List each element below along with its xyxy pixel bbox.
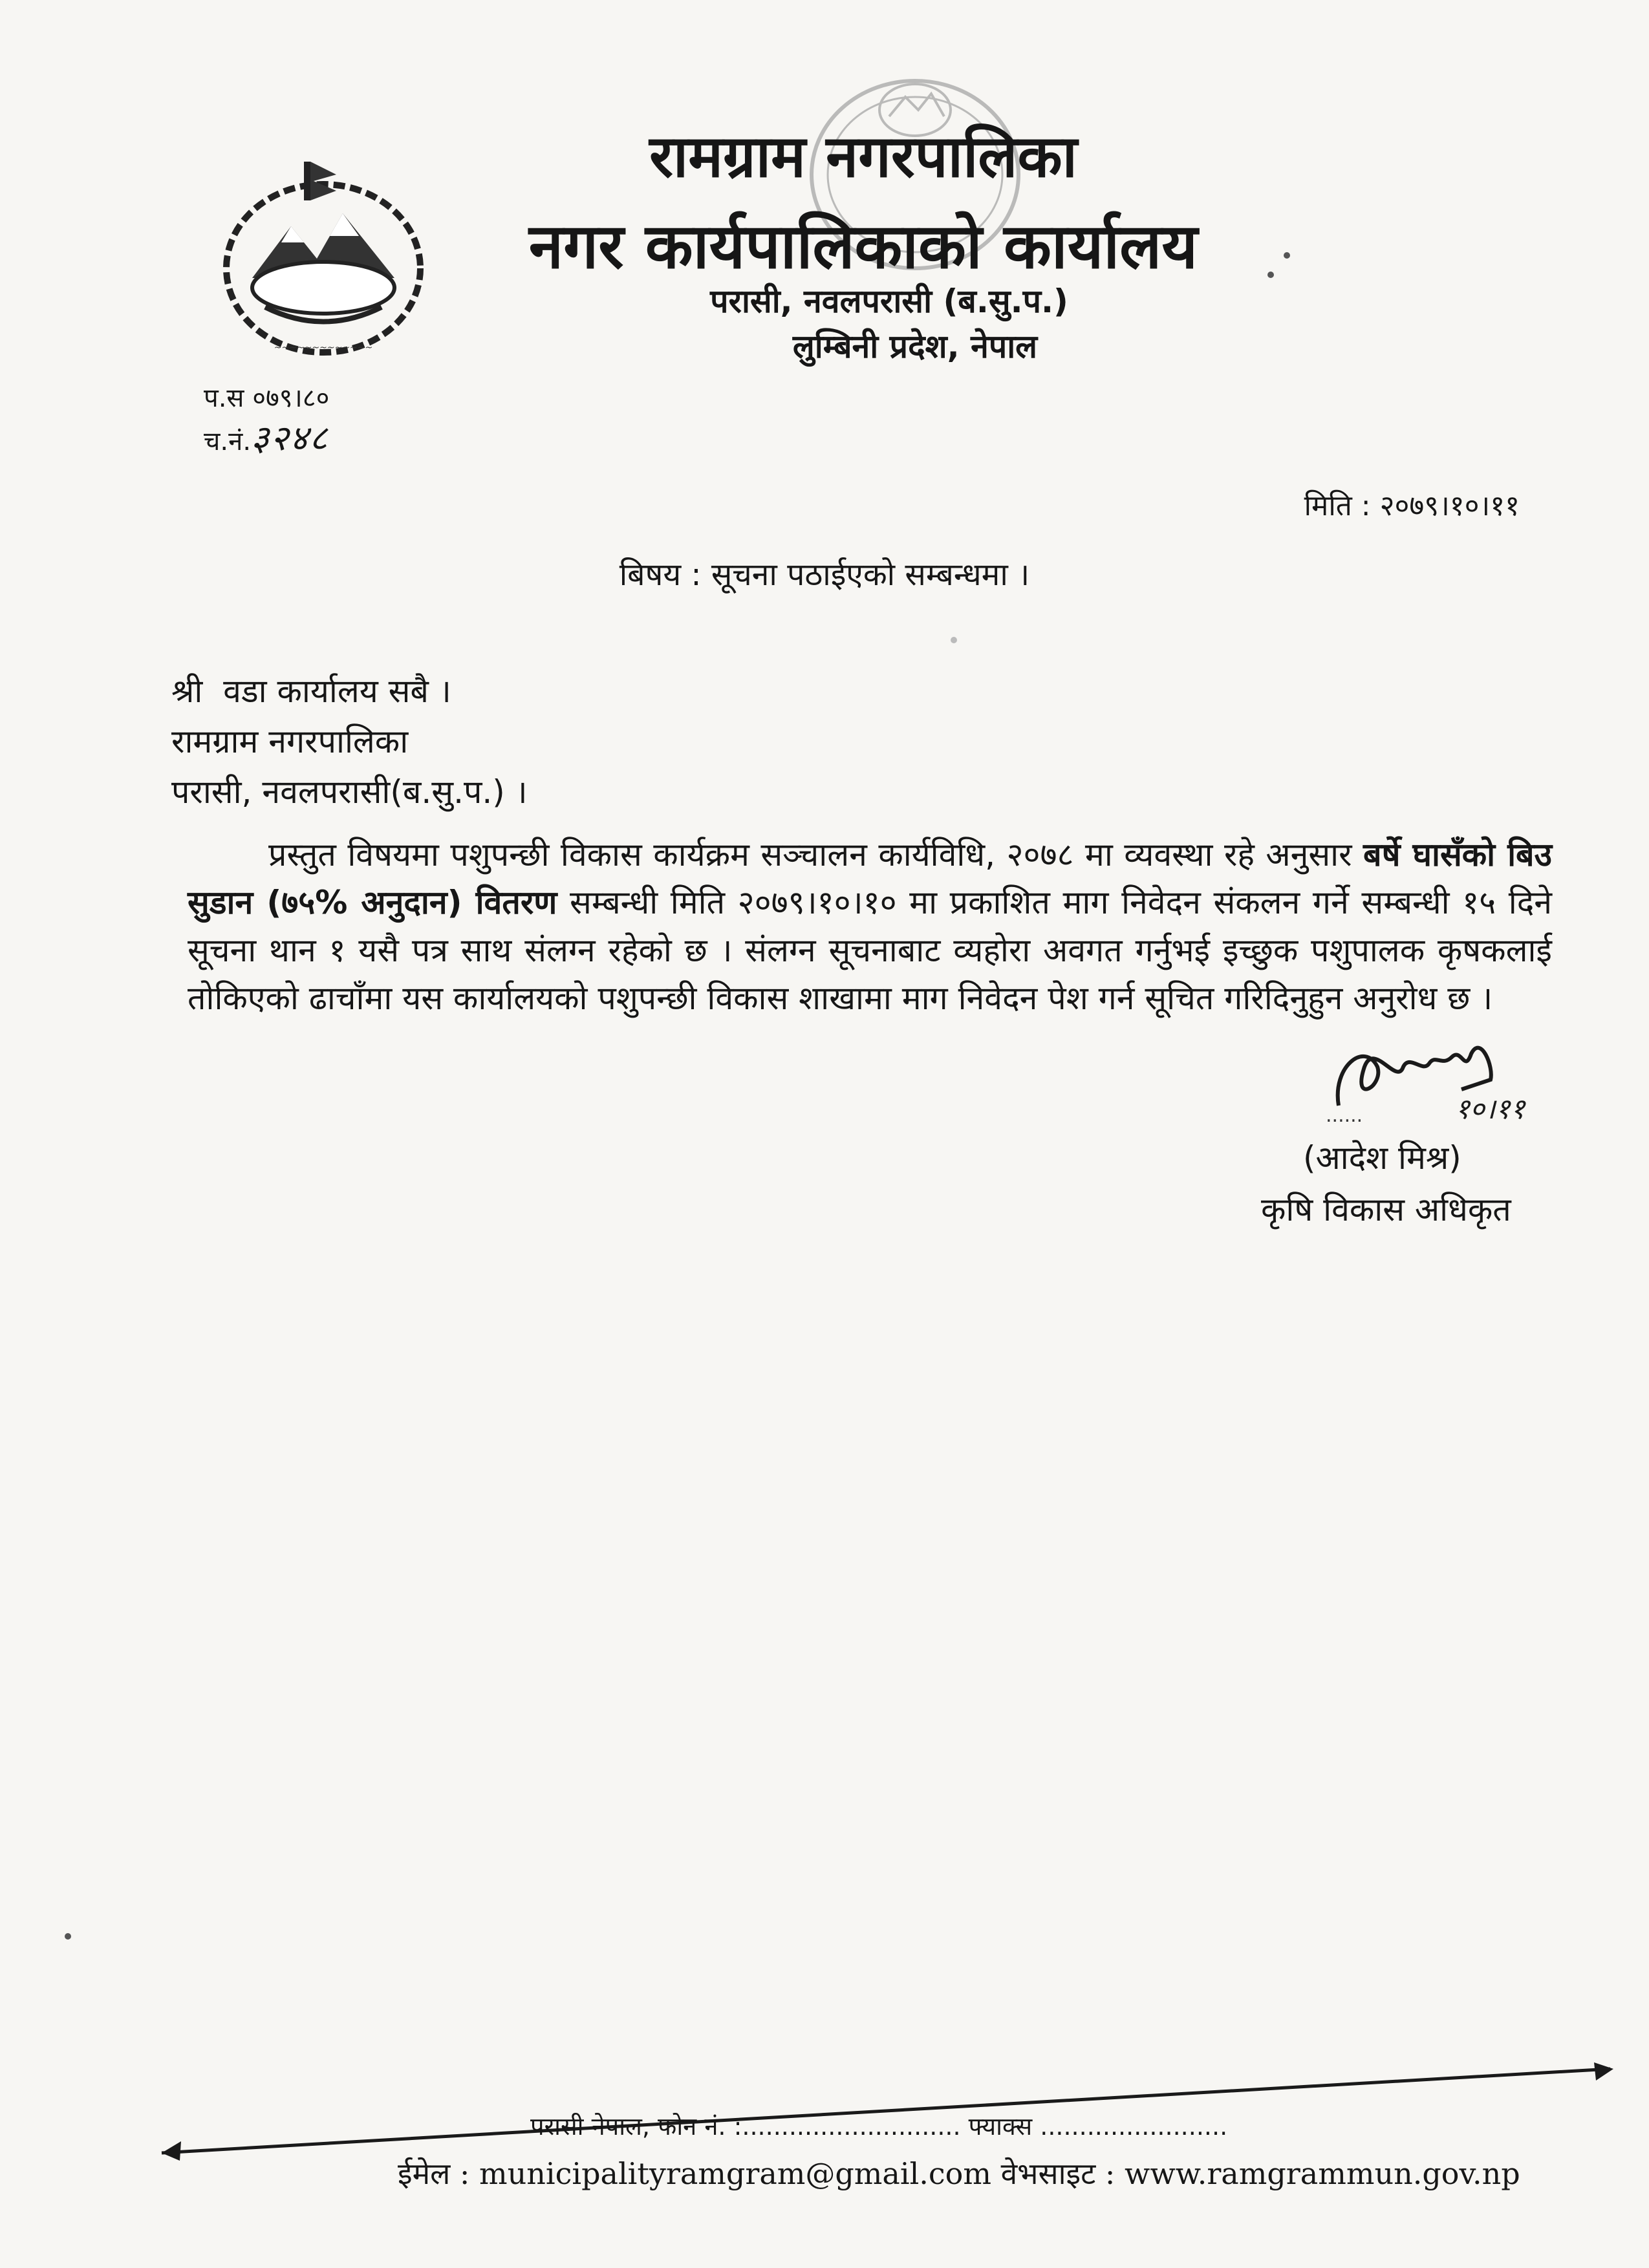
scan-speck bbox=[951, 637, 957, 643]
addressee-line: परासी, नवलपरासी(ब.सु.प.) । bbox=[171, 773, 528, 811]
svg-text:......: ...... bbox=[1326, 1104, 1363, 1127]
cn-value: ३२४८ bbox=[251, 418, 329, 458]
footer-contact: परासी नेपाल, फोन नं. :............................ फ्याक्स ........................ bbox=[530, 2112, 1228, 2141]
scan-speck bbox=[1267, 272, 1274, 278]
cn-label: च.नं. bbox=[204, 427, 252, 456]
svg-text:~~~~~~~~~~~~~: ~~~~~~~~~~~~~ bbox=[274, 343, 373, 353]
office-province: लुम्बिनी प्रदेश, नेपाल bbox=[792, 328, 1038, 365]
signatory-name: (आदेश मिश्र) bbox=[1303, 1139, 1461, 1177]
body-text: सम्बन्धी मिति २०७९।१०।१० मा प्रकाशित माग निवेदन संकलन गर्ने सम्बन्धी १५ दिने सूचना थान १ यसै पत्र साथ संलग्न रहेको छ । संलग्न सूचनाबाट व्यहोरा अवगत गर्नुभई इच्छुक पशुपालक कृषकलाई तोकिएको ढाचाँमा यस कार्यालयको पशुपन्छी विकास शाखामा माग निवेदन पेश गर्न सूचित गरिदिनुहुन अनुरोध छ । bbox=[188, 884, 1552, 1017]
signature-date: १०।११ bbox=[1455, 1093, 1525, 1126]
scan-speck bbox=[65, 1933, 71, 1940]
ps-label: प.स bbox=[204, 383, 244, 413]
ps-line bbox=[204, 378, 329, 418]
reference-block bbox=[204, 378, 329, 462]
signature-icon bbox=[1326, 1028, 1571, 1131]
addressee-line: रामग्राम नगरपालिका bbox=[171, 723, 409, 760]
ps-value: ०७९।८० bbox=[252, 383, 330, 413]
letter-date: मिति : २०७९।१०।११ bbox=[1304, 489, 1520, 522]
letter-body bbox=[188, 831, 1552, 1022]
office-address: परासी, नवलपरासी (ब.सु.प.) bbox=[710, 283, 1068, 320]
body-bold-text: बर्षे घासँको बिउ सुडान (७५% अनुदान) वितरण bbox=[188, 836, 1552, 921]
signatory-designation: कृषि विकास अधिकृत bbox=[1261, 1191, 1511, 1228]
addressee-line: श्री वडा कार्यालय सबै । bbox=[171, 672, 451, 710]
scan-speck bbox=[1284, 252, 1290, 259]
addressee-block bbox=[171, 666, 528, 817]
footer-web: ईमेल : municipalityramgram@gmail.com वेभसाइट : www.ramgrammun.gov.np bbox=[398, 2156, 1520, 2191]
office-name: नगर कार्यपालिकाको कार्यालय bbox=[528, 210, 1198, 283]
cn-line bbox=[204, 418, 329, 462]
org-name: रामग्राम नगरपालिका bbox=[649, 123, 1077, 191]
letter-subject: बिषय : सूचना पठाईएको सम्बन्धमा । bbox=[619, 557, 1030, 593]
body-text: प्रस्तुत विषयमा पशुपन्छी विकास कार्यक्रम सञ्चालन कार्यविधि, २०७८ मा व्यवस्था रहे अनुसार bbox=[268, 836, 1364, 873]
